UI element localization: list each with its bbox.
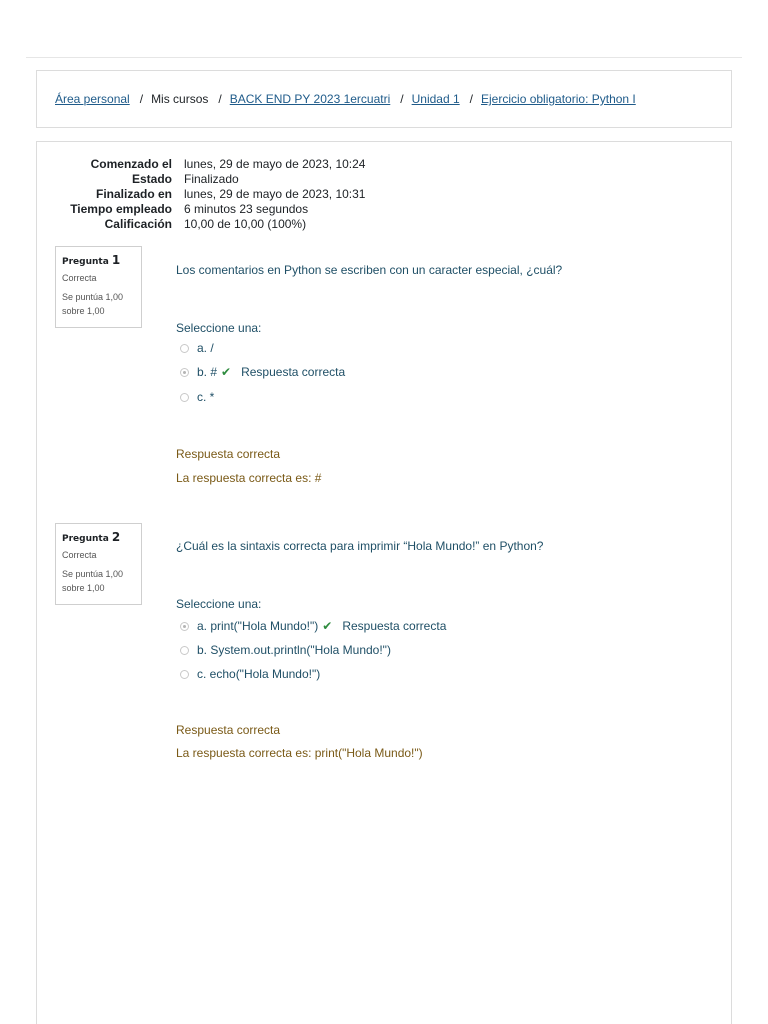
summary-value: Finalizado [184, 172, 239, 186]
breadcrumb-separator: / [218, 92, 222, 106]
check-icon: ✔ [221, 365, 232, 379]
question-body-2 [176, 539, 543, 553]
summary-label: Finalizado en [95, 187, 172, 201]
radio-icon[interactable] [180, 646, 189, 655]
radio-icon[interactable] [180, 622, 189, 631]
option-a[interactable]: a. print("Hola Mundo!") ✔ Respuesta correcta [176, 619, 446, 633]
question-title: Pregunta 1 [62, 253, 121, 267]
question-state: Correcta [62, 550, 97, 560]
radio-icon[interactable] [180, 368, 189, 377]
breadcrumb [55, 92, 636, 106]
breadcrumb-area-personal[interactable]: Área personal [55, 92, 130, 106]
breadcrumb-course[interactable]: BACK END PY 2023 1ercuatri [229, 92, 391, 106]
question-text: ¿Cuál es la sintaxis correcta para imprimir “Hola Mundo!” en Python? [176, 539, 544, 553]
radio-icon[interactable] [180, 344, 189, 353]
question-title: Pregunta 2 [62, 530, 121, 544]
right-answer-text: La respuesta correcta es: print("Hola Mundo!") [176, 746, 423, 760]
option-a[interactable]: a. / [176, 341, 214, 355]
breadcrumb-separator: / [400, 92, 404, 106]
question-grade: Se puntúa 1,00 sobre 1,00 [62, 569, 124, 593]
summary-value: 10,00 de 10,00 (100%) [184, 217, 307, 231]
correct-answer-label: Respuesta correcta [342, 619, 447, 633]
answer-block-2 [176, 597, 261, 611]
breadcrumb-quiz[interactable]: Ejercicio obligatorio: Python I [481, 92, 636, 106]
summary-label: Comenzado el [90, 157, 172, 171]
answer-prompt: Seleccione una: [176, 597, 262, 611]
option-b[interactable]: b. System.out.println("Hola Mundo!") [176, 643, 391, 657]
top-divider [26, 57, 742, 58]
option-c[interactable]: c. * [176, 390, 214, 404]
radio-icon[interactable] [180, 393, 189, 402]
question-grade: Se puntúa 1,00 sobre 1,00 [62, 292, 124, 316]
answer-block-1 [176, 321, 261, 335]
right-answer-text: La respuesta correcta es: # [176, 471, 322, 485]
feedback-text: Respuesta correcta [176, 723, 281, 737]
breadcrumb-unit[interactable]: Unidad 1 [411, 92, 460, 106]
question-info-1 [55, 246, 142, 328]
radio-icon[interactable] [180, 670, 189, 679]
breadcrumb-mis-cursos: Mis cursos [151, 92, 209, 106]
question-state: Correcta [62, 273, 97, 283]
question-info-2 [55, 523, 142, 605]
summary-label: Tiempo empleado [70, 202, 172, 216]
summary-value: lunes, 29 de mayo de 2023, 10:31 [184, 187, 366, 201]
question-number: 2 [111, 530, 121, 544]
feedback-text: Respuesta correcta [176, 447, 281, 461]
summary-label: Estado [131, 172, 172, 186]
breadcrumb-card [36, 70, 732, 128]
question-text: Los comentarios en Python se escriben con un caracter especial, ¿cuál? [176, 263, 563, 277]
breadcrumb-separator: / [139, 92, 144, 106]
answer-prompt: Seleccione una: [176, 321, 262, 335]
summary-value: 6 minutos 23 segundos [184, 202, 309, 216]
check-icon: ✔ [322, 619, 333, 633]
option-b[interactable]: b. # ✔ Respuesta correcta [176, 365, 345, 379]
breadcrumb-separator: / [469, 92, 474, 106]
question-body-1 [176, 263, 562, 277]
correct-answer-label: Respuesta correcta [241, 365, 346, 379]
summary-label: Calificación [104, 217, 172, 231]
option-c[interactable]: c. echo("Hola Mundo!") [176, 667, 320, 681]
summary-value: lunes, 29 de mayo de 2023, 10:24 [184, 157, 366, 171]
question-number: 1 [111, 253, 121, 267]
quiz-review-card [36, 141, 732, 1024]
